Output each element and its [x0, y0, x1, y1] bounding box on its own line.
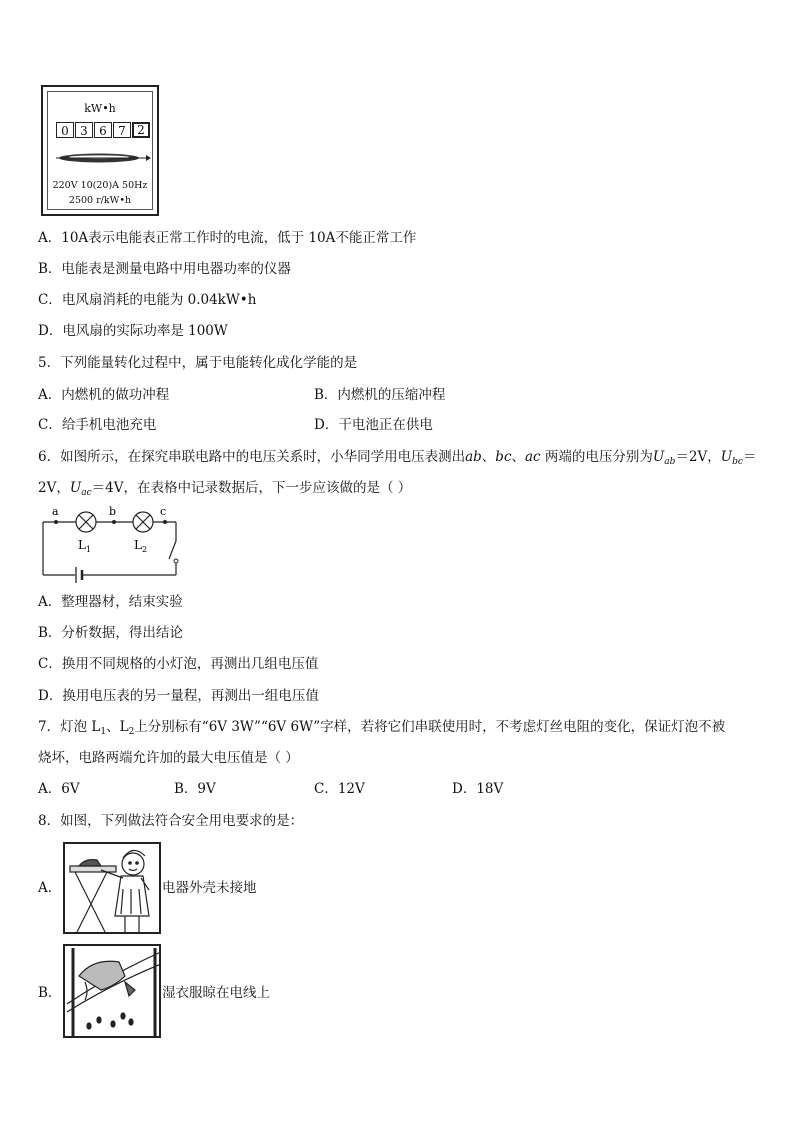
q6-stem-text: 6．如图所示，在探究串联电路中的电压关系时，小华同学用电压表测出 [38, 449, 466, 465]
q6-u-sub: ab [664, 457, 676, 467]
q7-option-b: B．9V [174, 781, 216, 797]
q6-stem-line1 [38, 448, 756, 471]
q5-option-b: B．内燃机的压缩冲程 [314, 387, 446, 403]
q4-option-a: A．10A表示电能表正常工作时的电流，低于 10A不能正常工作 [38, 230, 417, 246]
q6-u-sub: bc [732, 457, 743, 467]
q6-u-sub: ac [81, 488, 92, 498]
q6-ac: ac [525, 449, 541, 465]
q8-stem: 8．如图，下列做法符合安全用电要求的是： [38, 813, 304, 829]
q4-option-d: D．电风扇的实际功率是 100W [38, 323, 228, 339]
q7-stem-line1 [38, 718, 725, 741]
q6-bc: bc [495, 449, 512, 465]
lamp-l2-label: $L_2$ [134, 538, 148, 554]
q6-option-b: B．分析数据，得出结论 [38, 625, 183, 641]
q7-option-c: C．12V [314, 781, 365, 797]
series-circuit-diagram [38, 503, 188, 583]
wet-clothes-on-wire-image [63, 944, 161, 1038]
q7-sub: 2 [128, 727, 135, 737]
ironing-person-image [63, 842, 161, 934]
meter-digits [56, 122, 151, 138]
q8-option-b-text: 湿衣服晾在电线上 [162, 985, 270, 1001]
q5-option-c: C．给手机电池充电 [38, 417, 157, 433]
q5-option-d: D．干电池正在供电 [314, 417, 433, 433]
q6-sep: 、 [481, 449, 496, 465]
q6-stem-line2 [38, 479, 411, 502]
q7-option-d: D．18V [452, 781, 504, 797]
q6-stem-text: 2V， [38, 480, 70, 496]
q6-eq: ＝2V， [675, 449, 721, 465]
q8-option-b-label: B． [38, 985, 62, 1001]
q6-eq: ＝4V，在表格中记录数据后，下一步应该做的是（ ） [91, 480, 412, 496]
node-a-label: a [52, 505, 59, 518]
q5-option-a: A．内燃机的做功冲程 [38, 387, 170, 403]
electric-meter-figure [41, 85, 159, 216]
q4-option-c: C．电风扇消耗的电能为 0.04kW•h [38, 292, 257, 308]
q7-stem-text: 上分别标有“6V 3W”“6V 6W”字样，若将它们串联使用时，不考虑灯丝电阻的变化，保证灯泡不被 [134, 719, 726, 735]
q6-option-d: D．换用电压表的另一量程，再测出一组电压值 [38, 688, 319, 704]
meter-digit: 7 [113, 122, 131, 138]
q7-stem-text: 7．灯泡 L [38, 719, 101, 735]
meter-digit: 6 [94, 122, 112, 138]
q6-u: U [69, 480, 82, 496]
meter-digit: 3 [75, 122, 93, 138]
q6-option-a: A．整理器材，结束实验 [38, 594, 183, 610]
q7-option-a: A．6V [38, 781, 80, 797]
q7-stem-text: 、L [106, 719, 129, 735]
q6-u: U [652, 449, 665, 465]
meter-disc-icon [54, 150, 152, 166]
node-c-label: c [160, 505, 167, 518]
meter-unit: kW•h [84, 102, 116, 115]
node-b-label: b [109, 505, 117, 518]
q6-option-c: C．换用不同规格的小灯泡，再测出几组电压值 [38, 656, 319, 672]
q6-ab: ab [465, 449, 482, 465]
q5-stem: 5．下列能量转化过程中，属于电能转化成化学能的是 [38, 355, 358, 371]
q6-eq: ＝ [742, 449, 757, 465]
q6-u: U [720, 449, 733, 465]
meter-digit: 0 [56, 122, 74, 138]
q6-stem-text: 两端的电压分别为 [540, 449, 653, 465]
q4-option-b: B．电能表是测量电路中用电器功率的仪器 [38, 261, 291, 277]
meter-face [47, 91, 153, 210]
lamp-l1-label: $L_1$ [78, 538, 92, 554]
q7-sub: 1 [100, 727, 107, 737]
q8-option-a-label: A． [38, 880, 62, 896]
q8-option-a-text: 电器外壳未接地 [162, 880, 257, 896]
meter-digit-last: 2 [132, 122, 150, 138]
meter-spec-2: 2500 r/kW•h [68, 195, 132, 206]
q7-stem-line2: 烧坏，电路两端允许加的最大电压值是（ ） [38, 750, 299, 766]
q6-sep: 、 [511, 449, 525, 465]
meter-spec-1: 220V 10(20)A 50Hz [52, 180, 148, 191]
